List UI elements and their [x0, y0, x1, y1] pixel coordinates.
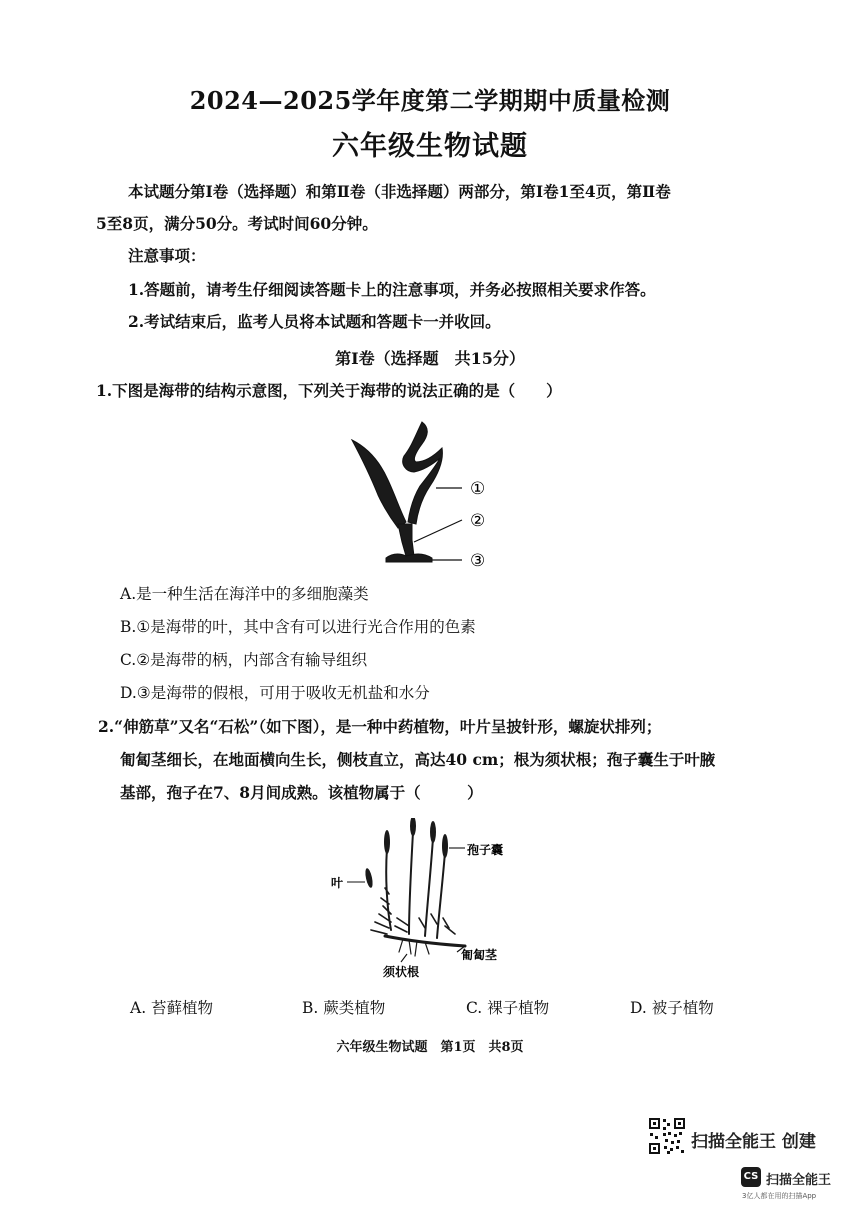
q1-option-d[interactable]: D.③是海带的假根，可用于吸收无机盐和水分 [120, 684, 430, 702]
kelp-illustration [352, 422, 442, 562]
q2-line-3: 基部，孢子在7、8月间成熟。该植物属于（ ） [120, 783, 483, 802]
q2-option-a[interactable]: A. 苔藓植物 [130, 999, 214, 1017]
camscanner-badge-tagline: 3亿人都在用的扫描App [742, 1192, 817, 1200]
kelp-label-2: ② [470, 511, 486, 531]
clubmoss-figure [325, 818, 525, 986]
note-1: 1.答题前，请考生仔细阅读答题卡上的注意事项，并务必按照相关要求作答。 [128, 280, 656, 299]
q2-line-2: 匍匐茎细长，在地面横向生长，侧枝直立，高达40 cm；根为须状根；孢子囊生于叶腋 [120, 750, 716, 769]
qr-code-icon [648, 1117, 686, 1155]
intro-line-2: 5至8页，满分50分。考试时间60分钟。 [96, 214, 378, 233]
note-2: 2.考试结束后，监考人员将本试题和答题卡一并收回。 [128, 312, 501, 331]
kelp-label-3: ③ [470, 551, 486, 571]
camscanner-badge-name: 扫描全能王 [766, 1173, 832, 1188]
clubmoss-strobili [364, 818, 448, 888]
q1-option-c[interactable]: C.②是海带的柄，内部含有输导组织 [120, 651, 368, 669]
q2-option-d[interactable]: D. 被子植物 [630, 999, 714, 1017]
exam-title: 2024—2025学年度第二学期期中质量检测 [189, 86, 671, 115]
q2-option-c[interactable]: C. 裸子植物 [466, 999, 550, 1017]
label-roots: 须状根 [383, 965, 420, 979]
label-leaf: 叶 [331, 876, 344, 890]
section-1-title: 第Ⅰ卷（选择题 共15分） [335, 349, 525, 368]
intro-line-1: 本试题分第Ⅰ卷（选择题）和第Ⅱ卷（非选择题）两部分，第Ⅰ卷1至4页，第Ⅱ卷 [128, 182, 671, 201]
q1-option-b[interactable]: B.①是海带的叶，其中含有可以进行光合作用的色素 [120, 618, 476, 636]
page-footer: 六年级生物试题 第1页 共8页 [336, 1040, 524, 1055]
q1-option-a[interactable]: A.是一种生活在海洋中的多细胞藻类 [120, 585, 369, 603]
kelp-figure [340, 410, 510, 575]
label-stolon: 匍匐茎 [461, 948, 498, 962]
notes-heading: 注意事项： [128, 246, 206, 265]
camscanner-logo-icon: CS [741, 1167, 761, 1187]
q1-stem: 1.下图是海带的结构示意图，下列关于海带的说法正确的是（ ） [96, 381, 562, 400]
kelp-label-1: ① [470, 479, 486, 499]
q2-option-b[interactable]: B. 蕨类植物 [302, 999, 386, 1017]
q2-line-1: 2.“伸筋草”又名“石松”（如下图），是一种中药植物，叶片呈披针形，螺旋状排列； [98, 717, 662, 736]
label-sporangium: 孢子囊 [467, 843, 504, 857]
subject-title: 六年级生物试题 [332, 131, 528, 162]
scanner-watermark-text: 扫描全能王 创建 [691, 1132, 816, 1152]
